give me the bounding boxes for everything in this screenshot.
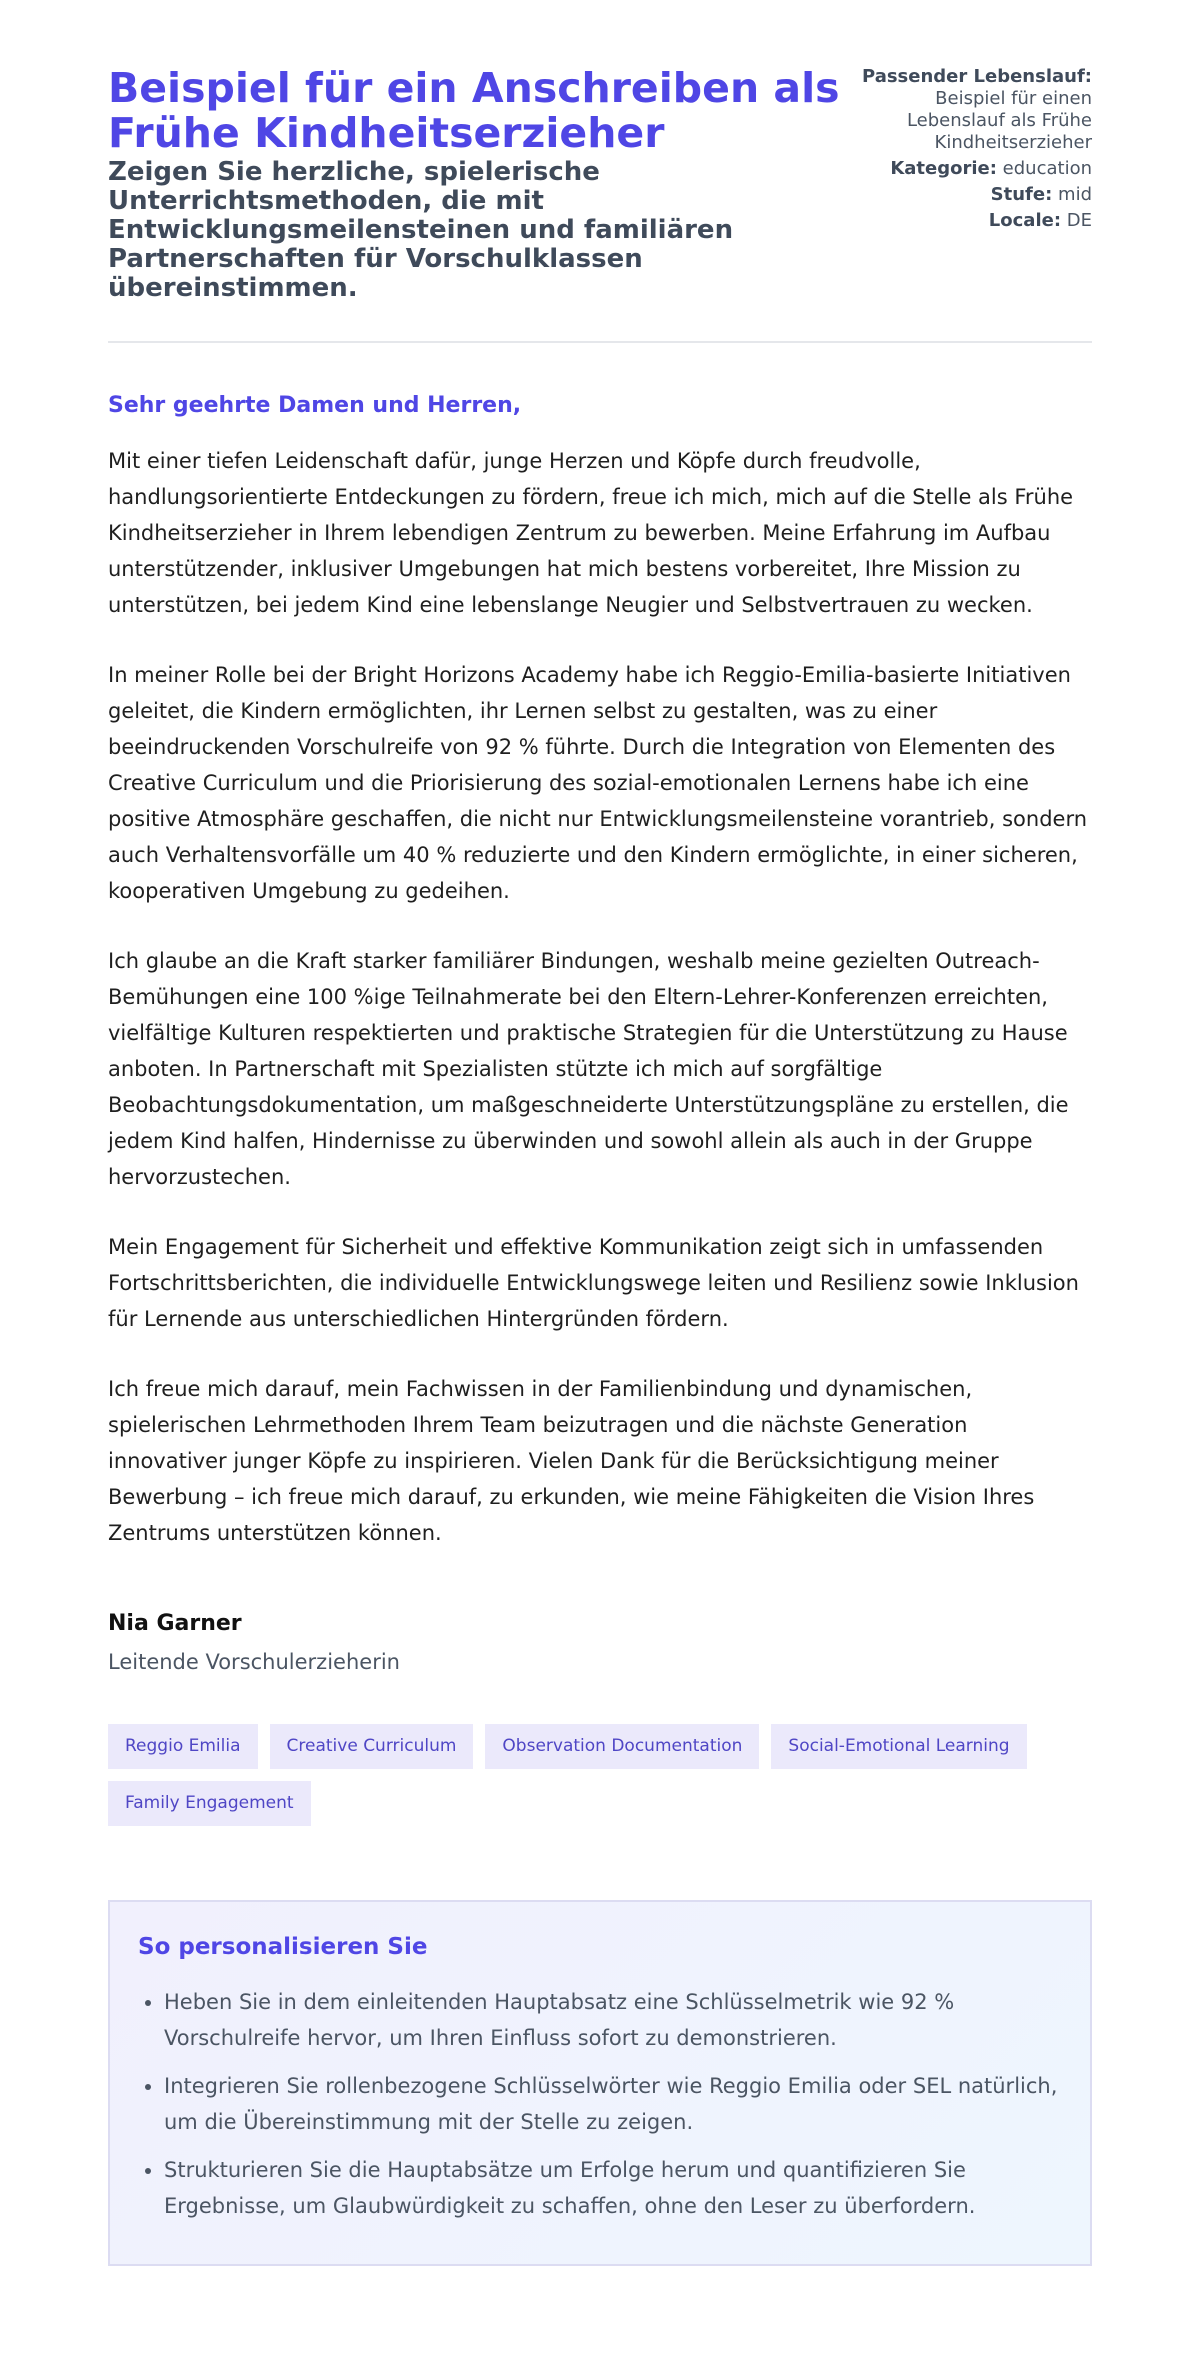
meta-locale-label: Locale:: [988, 210, 1062, 231]
letter-paragraph: Mein Engagement für Sicherheit und effektive Kommunikation zeigt sich in umfassenden Fortschrittsberichten, die individuelle Entwicklungswege leiten und Resilienz sowie Inklusion für Lernende aus unterschiedlichen Hintergründen fördern.: [108, 1235, 1079, 1331]
tips-title: So personalisieren Sie: [138, 1934, 428, 1960]
meta-locale-value: DE: [1066, 210, 1092, 231]
tip-item: • Heben Sie in dem einleitenden Hauptabsatz eine Schlüsselmetrik wie 92 % Vorschulreife hervor, um Ihren Einfluss sofort zu demonstrieren.: [164, 1984, 1062, 2056]
meta-level-label: Stufe:: [990, 184, 1053, 205]
letter-paragraph: Mit einer tiefen Leidenschaft dafür, junge Herzen und Köpfe durch freudvolle, handlungsorientierte Entdeckungen zu fördern, freue ich mich, mich auf die Stelle als Frühe Kindheitserzieher in Ihrem lebendigen Zentrum zu bewerben. Meine Erfahrung im Aufbau unterstützender, inklusiver Umgebungen hat mich bestens vorbereitet, Ihre Mission zu unterstützen, bei jedem Kind eine lebenslange Neugier und Selbstvertrauen zu wecken.: [108, 449, 1074, 617]
meta-level: [852, 184, 1092, 206]
meta-resume: [852, 66, 1092, 154]
meta-locale: [852, 210, 1092, 232]
tip-item: • Strukturieren Sie die Hauptabsätze um Erfolge herum und quantifizieren Sie Ergebnisse, um Glaubwürdigkeit zu schaffen, ohne den Leser zu überfordern.: [164, 2152, 1062, 2224]
page-title: Beispiel für ein Anschreiben als Frühe Kindheitserzieher: [108, 64, 840, 157]
meta-level-value: mid: [1058, 184, 1092, 205]
tips-list: [138, 1984, 1062, 2224]
letter-paragraph: Ich freue mich darauf, mein Fachwissen in der Familienbindung und dynamischen, spielerischen Lehrmethoden Ihrem Team beizutragen und die nächste Generation innovativer junger Köpfe zu inspirieren. Vielen Dank für die Berücksichtigung meiner Bewerbung – ich freue mich darauf, zu erkunden, wie meine Fähigkeiten die Vision Ihres Zentrums unterstützen können.: [108, 1377, 1035, 1545]
meta-resume-value: Beispiel für einen Lebenslauf als Frühe Kindheitserzieher: [906, 88, 1092, 153]
personalization-tips: [108, 1900, 1092, 2266]
meta-category-value: education: [1002, 158, 1092, 179]
meta-category: [852, 158, 1092, 180]
letter-paragraph: Ich glaube an die Kraft starker familiärer Bindungen, weshalb meine gezielten Outreach-Bemühungen eine 100 %ige Teilnahmerate bei den Eltern-Lehrer-Konferenzen erreichten, vielfältige Kulturen respektierten und praktische Strategien für die Unterstützung zu Hause anboten. In Partnerschaft mit Spezialisten stützte ich mich auf sorgfältige Beobachtungsdokumentation, um maßgeschneiderte Unterstützungspläne zu erstellen, die jedem Kind halfen, Hindernisse zu überwinden und sowohl allein als auch in der Gruppe hervorzustechen.: [108, 949, 1069, 1189]
meta-resume-label: Passender Lebenslauf:: [861, 66, 1092, 87]
skill-tag: Observation Documentation: [485, 1724, 759, 1769]
signature-name: Nia Garner: [108, 1611, 242, 1636]
page-subtitle: Zeigen Sie herzliche, spielerische Unterrichtsmethoden, die mit Entwicklungsmeilensteinen und familiären Partnerschaften für Vorschulklassen übereinstimmen.: [108, 157, 734, 303]
skill-tags: [108, 1724, 1092, 1826]
cover-letter-page: [108, 0, 1092, 2266]
skill-tag: Creative Curriculum: [270, 1724, 474, 1769]
signature-role: Leitende Vorschulerzieherin: [108, 1650, 400, 1674]
greeting: Sehr geehrte Damen und Herren,: [108, 393, 522, 418]
page-header: [108, 0, 1092, 343]
skill-tag: Reggio Emilia: [108, 1724, 258, 1769]
skill-tag: Family Engagement: [108, 1781, 311, 1826]
meta-category-label: Kategorie:: [890, 158, 997, 179]
meta-panel: [852, 66, 1092, 341]
tip-item: • Integrieren Sie rollenbezogene Schlüsselwörter wie Reggio Emilia oder SEL natürlich, um die Übereinstimmung mit der Stelle zu zeigen.: [164, 2068, 1062, 2140]
letter-paragraph: In meiner Rolle bei der Bright Horizons Academy habe ich Reggio-Emilia-basierte Initiativen geleitet, die Kindern ermöglichten, ihr Lernen selbst zu gestalten, was zu einer beeindruckenden Vorschulreife von 92 % führte. Durch die Integration von Elementen des Creative Curriculum und die Priorisierung des sozial-emotionalen Lernens habe ich eine positive Atmosphäre geschaffen, die nicht nur Entwicklungsmeilensteine vorantrieb, sondern auch Verhaltensvorfälle um 40 % reduzierte und den Kindern ermöglichte, in einer sicheren, kooperativen Umgebung zu gedeihen.: [108, 663, 1088, 903]
skill-tag: Social-Emotional Learning: [771, 1724, 1026, 1769]
title-block: [108, 66, 848, 341]
